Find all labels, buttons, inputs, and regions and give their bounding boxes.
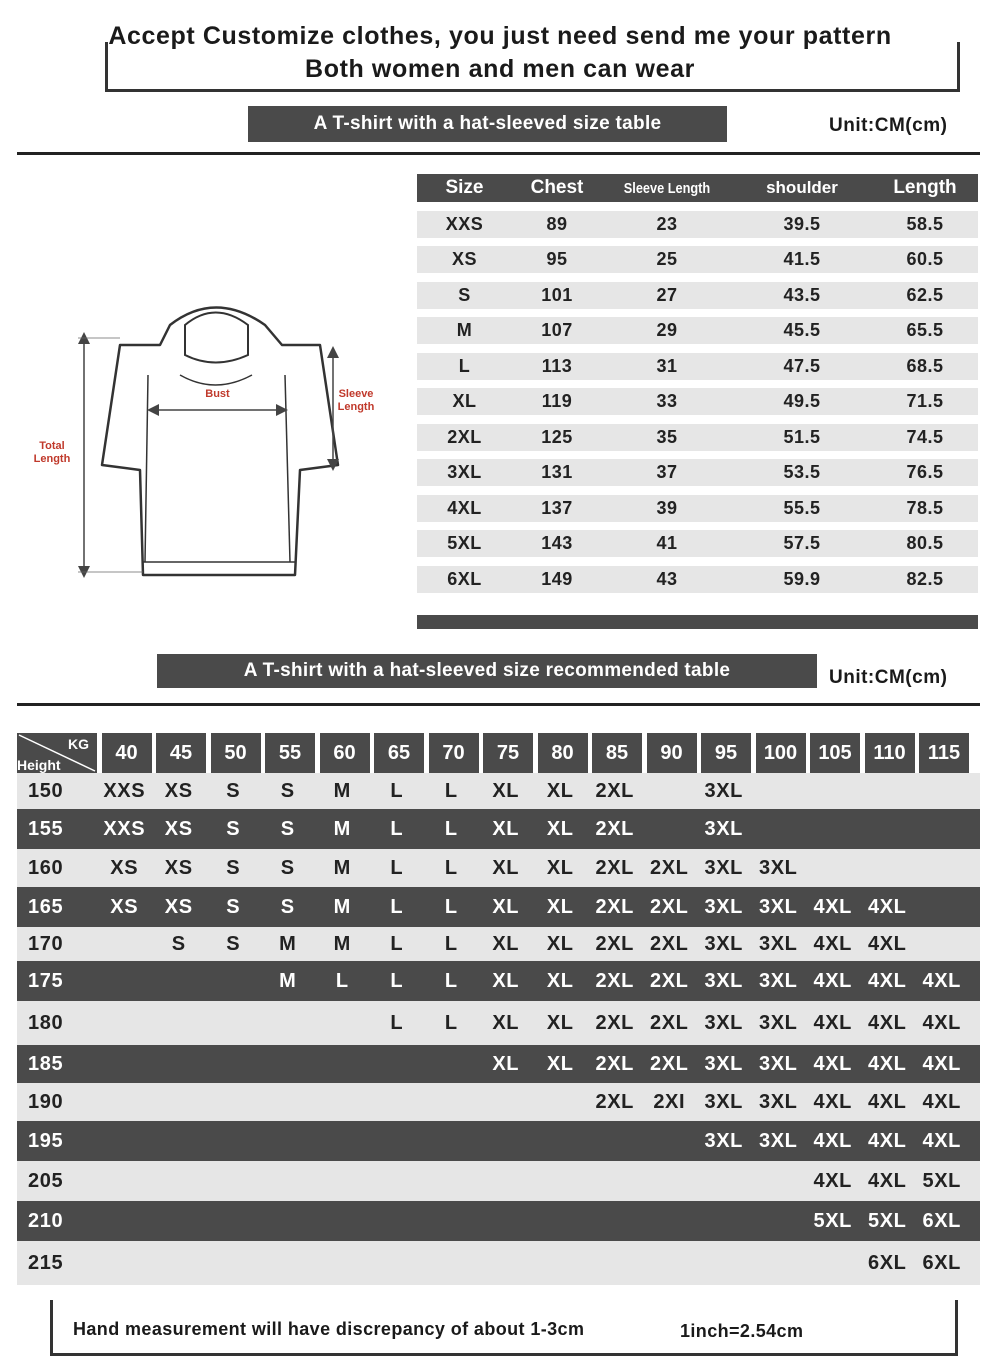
size-cell: 65.5 <box>906 320 944 340</box>
recommend-row <box>17 1045 980 1083</box>
size-recommendation-cell: S <box>226 817 241 840</box>
col-chest: Chest <box>530 177 584 198</box>
col-sleeve-length: Sleeve Length <box>623 179 711 197</box>
recommend-row <box>17 809 980 849</box>
kg-header: 55 <box>265 733 315 773</box>
size-recommendation-cell: 4XL <box>868 932 907 955</box>
divider <box>17 703 980 706</box>
size-recommendation-cell: 4XL <box>868 1090 907 1113</box>
size-cell: 74.5 <box>906 426 944 447</box>
sleeve-label-2: Length <box>337 401 375 413</box>
size-recommendation-cell: 3XL <box>759 1129 798 1152</box>
size-table-header <box>417 174 978 202</box>
size-recommendation-cell: XL <box>546 779 574 802</box>
discrepancy-note: Hand measurement will have discrepancy of about 1-3cm <box>73 1319 585 1339</box>
size-recommendation-cell: L <box>444 969 458 992</box>
size-cell: 35 <box>656 426 678 447</box>
size-recommendation-cell: XS <box>110 856 139 879</box>
size-recommendation-cell: S <box>171 932 186 955</box>
size-cell: 41.5 <box>783 249 821 269</box>
size-recommendation-cell: XL <box>492 932 520 955</box>
size-recommendation-cell: 4XL <box>813 1090 852 1113</box>
recommend-table <box>17 733 980 1285</box>
size-recommendation-cell: 3XL <box>759 895 798 918</box>
size-recommendation-cell: 3XL <box>704 856 743 879</box>
size-recommendation-cell: L <box>390 932 404 955</box>
size-cell: M <box>456 320 473 340</box>
size-cell: 89 <box>546 213 568 234</box>
recommend-row <box>17 887 980 927</box>
size-cell: 95 <box>546 249 568 269</box>
size-recommendation-cell: XL <box>546 932 574 955</box>
size-cell: XL <box>452 391 477 411</box>
size-cell: 31 <box>656 355 678 376</box>
size-recommendation-cell: XL <box>546 895 574 918</box>
size-recommendation-cell: 4XL <box>922 1129 961 1152</box>
size-cell: 125 <box>541 426 573 447</box>
size-recommendation-cell: 2XL <box>595 895 634 918</box>
col-length: Length <box>893 177 957 198</box>
size-cell: 82.5 <box>906 568 944 589</box>
size-cell: 68.5 <box>906 355 944 376</box>
size-recommendation-cell: 4XL <box>868 1052 907 1075</box>
size-recommendation-cell: 2XL <box>650 895 689 918</box>
size-row <box>417 211 978 238</box>
size-table <box>417 174 978 593</box>
size-recommendation-cell: 4XL <box>813 1052 852 1075</box>
size-recommendation-cell: 4XL <box>922 1090 961 1113</box>
recommend-row <box>17 927 980 961</box>
divider <box>17 152 980 155</box>
size-recommendation-cell: S <box>226 779 241 802</box>
size-row <box>417 317 978 344</box>
size-recommendation-cell: 2XL <box>595 969 634 992</box>
size-recommendation-cell: M <box>333 932 351 955</box>
kg-header: 60 <box>320 733 370 773</box>
size-recommendation-cell: S <box>280 817 295 840</box>
size-recommendation-cell: 2XL <box>650 856 689 879</box>
total-label-2: Length <box>33 453 71 465</box>
size-recommendation-cell: 3XL <box>704 969 743 992</box>
size-recommendation-cell: L <box>390 817 404 840</box>
hoodie-diagram <box>20 300 400 585</box>
size-recommendation-cell: 3XL <box>704 1129 743 1152</box>
size-recommendation-cell: 5XL <box>922 1169 961 1192</box>
size-recommendation-cell: 4XL <box>813 1011 852 1034</box>
size-recommendation-cell: 6XL <box>922 1209 961 1232</box>
size-row <box>417 459 978 486</box>
size-cell: 71.5 <box>906 391 944 411</box>
size-cell: 39 <box>656 497 678 518</box>
size-cell: 29 <box>656 320 678 340</box>
size-recommendation-cell: 2XL <box>595 817 634 840</box>
size-recommendation-cell: S <box>226 895 241 918</box>
size-recommendation-cell: L <box>444 856 458 879</box>
size-cell: 58.5 <box>906 213 944 234</box>
size-recommendation-cell: L <box>335 969 349 992</box>
size-recommendation-cell: S <box>280 779 295 802</box>
size-cell: 107 <box>541 320 573 340</box>
size-recommendation-cell: XL <box>546 1011 574 1034</box>
corner-height-label: Height <box>17 757 61 773</box>
kg-header: 100 <box>756 733 806 773</box>
header-line-1: Accept Customize clothes, you just need send me your pattern <box>108 22 892 50</box>
size-cell: 43.5 <box>783 284 821 305</box>
size-recommendation-cell: 3XL <box>704 895 743 918</box>
height-cell: 205 <box>28 1169 64 1192</box>
size-recommendation-cell: 3XL <box>759 1052 798 1075</box>
kg-header: 50 <box>211 733 261 773</box>
size-recommendation-cell: L <box>444 817 458 840</box>
recommend-row <box>17 1161 980 1201</box>
size-recommendation-cell: XS <box>164 856 193 879</box>
size-recommendation-cell: M <box>333 779 351 802</box>
size-cell: 149 <box>541 568 573 589</box>
size-recommendation-cell: XL <box>492 895 520 918</box>
size-recommendation-cell: L <box>390 895 404 918</box>
kg-header: 40 <box>102 733 152 773</box>
size-recommendation-cell: XL <box>546 969 574 992</box>
size-recommendation-cell: S <box>226 856 241 879</box>
size-cell: 59.9 <box>783 568 821 589</box>
recommend-row <box>17 1001 980 1045</box>
size-cell: XXS <box>445 213 484 234</box>
size-cell: 43 <box>656 568 678 589</box>
kg-header: 75 <box>483 733 533 773</box>
size-recommendation-cell: L <box>390 1011 404 1034</box>
size-row <box>417 246 978 273</box>
size-cell: 6XL <box>447 568 482 589</box>
inch-conversion-note: 1inch=2.54cm <box>680 1321 804 1341</box>
size-row <box>417 353 978 380</box>
size-cell: 57.5 <box>783 533 821 553</box>
size-cell: 101 <box>541 284 573 305</box>
header-line-2: Both women and men can wear <box>305 55 695 83</box>
kg-header: 85 <box>592 733 642 773</box>
size-cell: 49.5 <box>783 391 821 411</box>
kg-header: 80 <box>538 733 588 773</box>
size-recommendation-cell: 2XL <box>650 969 689 992</box>
size-recommendation-cell: 4XL <box>813 1169 852 1192</box>
size-recommendation-cell: XS <box>164 779 193 802</box>
recommend-row <box>17 1201 980 1241</box>
size-recommendation-cell: XL <box>492 817 520 840</box>
height-cell: 215 <box>28 1251 64 1274</box>
size-recommendation-cell: 3XL <box>759 932 798 955</box>
size-cell: 62.5 <box>906 284 944 305</box>
corner-kg-label: KG <box>68 736 89 752</box>
size-recommendation-cell: 2XL <box>595 1052 634 1075</box>
kg-header: 70 <box>429 733 479 773</box>
size-recommendation-cell: XL <box>546 856 574 879</box>
size-recommendation-cell: L <box>444 895 458 918</box>
size-row <box>417 495 978 522</box>
size-recommendation-cell: 4XL <box>868 969 907 992</box>
size-recommendation-cell: 2XL <box>595 856 634 879</box>
size-recommendation-cell: 5XL <box>868 1209 907 1232</box>
rec-table-title: A T-shirt with a hat-sleeved size recommended table <box>157 654 817 688</box>
height-cell: 180 <box>28 1011 64 1034</box>
size-cell: L <box>458 355 471 376</box>
size-recommendation-cell: 4XL <box>868 1011 907 1034</box>
total-label-1: Total <box>39 440 65 452</box>
size-recommendation-cell: 2XL <box>595 1011 634 1034</box>
size-table-footer-bar <box>417 615 978 629</box>
height-cell: 170 <box>28 932 64 955</box>
size-recommendation-cell: 4XL <box>922 1052 961 1075</box>
size-cell: 25 <box>656 249 678 269</box>
size-recommendation-cell: 3XL <box>759 1011 798 1034</box>
size-recommendation-cell: 4XL <box>813 895 852 918</box>
size-recommendation-cell: 4XL <box>813 969 852 992</box>
size-recommendation-cell: 3XL <box>704 1090 743 1113</box>
size-table-unit: Unit:CM(cm) <box>829 115 948 136</box>
size-recommendation-cell: 3XL <box>704 817 743 840</box>
size-recommendation-cell: XL <box>492 1052 520 1075</box>
size-recommendation-cell: XL <box>492 969 520 992</box>
size-recommendation-cell: 2XL <box>595 779 634 802</box>
size-row <box>417 424 978 451</box>
rec-table-unit: Unit:CM(cm) <box>829 667 948 688</box>
height-cell: 150 <box>28 779 64 802</box>
size-recommendation-cell: L <box>390 856 404 879</box>
col-size: Size <box>445 177 484 198</box>
size-cell: 78.5 <box>906 497 944 518</box>
size-recommendation-cell: XS <box>164 817 193 840</box>
size-cell: 4XL <box>447 497 482 518</box>
size-cell: 113 <box>541 355 573 376</box>
kg-header: 110 <box>865 733 915 773</box>
size-table-title: A T-shirt with a hat-sleeved size table <box>248 106 727 142</box>
size-recommendation-cell: 5XL <box>813 1209 852 1232</box>
size-recommendation-cell: 3XL <box>759 1090 798 1113</box>
size-recommendation-cell: XL <box>492 1011 520 1034</box>
size-row <box>417 388 978 415</box>
size-cell: 39.5 <box>783 213 821 234</box>
size-recommendation-cell: M <box>333 856 351 879</box>
height-cell: 195 <box>28 1129 64 1152</box>
size-cell: 23 <box>656 213 678 234</box>
size-recommendation-cell: 2XL <box>595 932 634 955</box>
recommend-table-header <box>17 733 980 773</box>
size-cell: 27 <box>656 284 678 305</box>
size-recommendation-cell: XS <box>164 895 193 918</box>
size-recommendation-cell: 2XL <box>650 1052 689 1075</box>
size-cell: 131 <box>541 462 573 482</box>
height-cell: 185 <box>28 1052 64 1075</box>
size-recommendation-cell: 3XL <box>704 779 743 802</box>
height-cell: 210 <box>28 1209 64 1232</box>
size-cell: 60.5 <box>906 249 944 269</box>
size-recommendation-cell: 3XL <box>759 969 798 992</box>
size-recommendation-cell: 3XL <box>704 932 743 955</box>
size-recommendation-cell: 6XL <box>922 1251 961 1274</box>
size-cell: 45.5 <box>783 320 821 340</box>
bust-label: Bust <box>205 388 230 400</box>
size-recommendation-cell: 4XL <box>868 895 907 918</box>
recommend-row <box>17 961 980 1001</box>
height-cell: 165 <box>28 895 64 918</box>
size-cell: 47.5 <box>783 355 821 376</box>
size-recommendation-cell: L <box>390 779 404 802</box>
size-cell: 41 <box>656 533 678 553</box>
size-recommendation-cell: L <box>444 932 458 955</box>
height-cell: 160 <box>28 856 64 879</box>
col-shoulder: shoulder <box>766 178 838 197</box>
size-recommendation-cell: S <box>280 856 295 879</box>
size-recommendation-cell: M <box>279 969 297 992</box>
size-row <box>417 530 978 557</box>
size-cell: 51.5 <box>783 426 821 447</box>
size-cell: 143 <box>541 533 573 553</box>
kg-header: 115 <box>919 733 969 773</box>
size-recommendation-cell: L <box>444 779 458 802</box>
size-cell: 119 <box>541 391 573 411</box>
size-recommendation-cell: XS <box>110 895 139 918</box>
size-recommendation-cell: 3XL <box>704 1011 743 1034</box>
height-cell: 175 <box>28 969 64 992</box>
size-cell: 76.5 <box>906 462 944 482</box>
size-cell: 53.5 <box>783 462 821 482</box>
size-recommendation-cell: XL <box>546 1052 574 1075</box>
size-cell: 2XL <box>447 426 482 447</box>
size-recommendation-cell: L <box>444 1011 458 1034</box>
size-recommendation-cell: XXS <box>103 817 146 840</box>
size-recommendation-cell: XXS <box>103 779 146 802</box>
size-cell: XS <box>451 249 477 269</box>
size-cell: 3XL <box>447 462 482 482</box>
size-cell: 80.5 <box>906 533 944 553</box>
size-recommendation-cell: 2XL <box>650 932 689 955</box>
size-recommendation-cell: 4XL <box>868 1169 907 1192</box>
kg-header: 65 <box>374 733 424 773</box>
size-recommendation-cell: L <box>390 969 404 992</box>
size-cell: 33 <box>656 391 678 411</box>
recommend-row <box>17 773 980 809</box>
size-recommendation-cell: 4XL <box>813 932 852 955</box>
size-recommendation-cell: 2XL <box>595 1090 634 1113</box>
size-recommendation-cell: XL <box>546 817 574 840</box>
size-row <box>417 566 978 593</box>
size-recommendation-cell: 4XL <box>922 969 961 992</box>
size-recommendation-cell: M <box>333 817 351 840</box>
size-recommendation-cell: M <box>279 932 297 955</box>
size-recommendation-cell: M <box>333 895 351 918</box>
size-recommendation-cell: 6XL <box>868 1251 907 1274</box>
size-recommendation-cell: 4XL <box>813 1129 852 1152</box>
size-row <box>417 282 978 309</box>
sleeve-label-1: Sleeve <box>338 388 374 400</box>
size-recommendation-cell: 2XL <box>650 1011 689 1034</box>
size-recommendation-cell: 3XL <box>704 1052 743 1075</box>
size-recommendation-cell: 4XL <box>868 1129 907 1152</box>
recommend-row <box>17 1241 980 1285</box>
size-cell: 5XL <box>447 533 482 553</box>
hoodie-outline-icon <box>20 300 400 585</box>
size-recommendation-cell: XL <box>492 779 520 802</box>
size-cell: 55.5 <box>783 497 821 518</box>
kg-header: 105 <box>810 733 860 773</box>
height-cell: 155 <box>28 817 64 840</box>
table-corner <box>17 733 97 773</box>
size-cell: 37 <box>656 462 678 482</box>
size-recommendation-cell: 3XL <box>759 856 798 879</box>
kg-header: 95 <box>701 733 751 773</box>
size-recommendation-cell: XL <box>492 856 520 879</box>
kg-header: 90 <box>647 733 697 773</box>
recommend-row <box>17 1083 980 1121</box>
size-cell: 137 <box>541 497 573 518</box>
size-cell: S <box>458 284 471 305</box>
size-recommendation-cell: 4XL <box>922 1011 961 1034</box>
kg-header: 45 <box>156 733 206 773</box>
recommend-row <box>17 1121 980 1161</box>
size-recommendation-cell: 2XI <box>653 1090 686 1113</box>
height-cell: 190 <box>28 1090 64 1113</box>
size-recommendation-cell: S <box>280 895 295 918</box>
recommend-row <box>17 849 980 887</box>
size-recommendation-cell: S <box>226 932 241 955</box>
